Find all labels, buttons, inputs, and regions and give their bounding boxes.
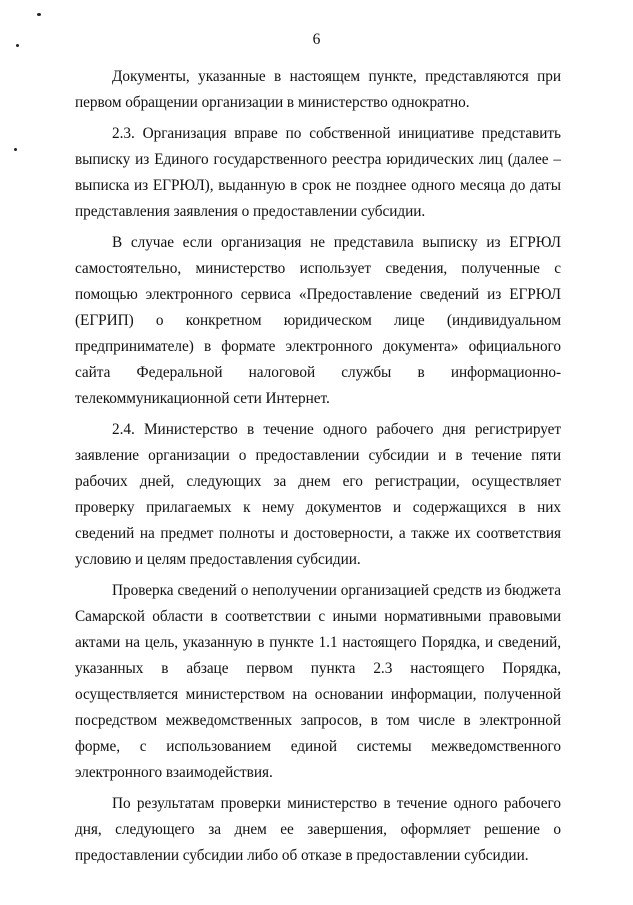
paragraph-2-3: 2.3. Организация вправе по собственной инициативе представить выписку из Единого государственного реестра юридических лиц (далее – выписка из ЕГРЮЛ), выданную в срок не позднее одного месяца до даты представления заявления о предоставлении субсидии. [75,125,561,220]
paragraph-2-4: 2.4. Министерство в течение одного рабочего дня регистрирует заявление организации о предоставлении субсидии и в течение пяти рабочих дней, следующих за днем его регистрации, осуществляет проверку прилагаемых к нему документов и содержащихся в них сведений на предмет полноты и достоверности, а также их соответствия условию и целям предоставления субсидии. [75,421,561,568]
paragraph-documents-once: Документы, указанные в настоящем пункте, представляются при первом обращении организации в министерство однократно. [75,68,561,111]
scan-speck [14,148,17,151]
document-body [75,64,561,874]
paragraph-verification: Проверка сведений о неполучении организацией средств из бюджета Самарской области в соответствии с иными нормативными правовыми актами на цель, указанную в пункте 1.1 настоящего Порядка, и сведений, указанных в абзаце первом пункта 2.3 настоящего Порядка, осуществляется министерством на основании информации, полученной посредством межведомственных запросов, в том числе в электронной форме, с использованием единой системы межведомственного электронного взаимодействия. [75,582,561,781]
paragraph-decision: По результатам проверки министерство в течение одного рабочего дня, следующего за днем ее завершения, оформляет решение о предоставлении субсидии либо об отказе в предоставлении субсидии. [75,795,561,864]
paragraph-egrul-service: В случае если организация не представила выписку из ЕГРЮЛ самостоятельно, министерство использует сведения, полученные с помощью электронного сервиса «Предоставление сведений из ЕГРЮЛ (ЕГРИП) о конкретном юридическом лице (индивидуальном предпринимателе) в формате электронного документа» официального сайта Федеральной налоговой службы в информационно-телекоммуникационной сети Интернет. [75,234,561,407]
scan-speck [37,13,41,16]
page-number: 6 [312,31,321,48]
